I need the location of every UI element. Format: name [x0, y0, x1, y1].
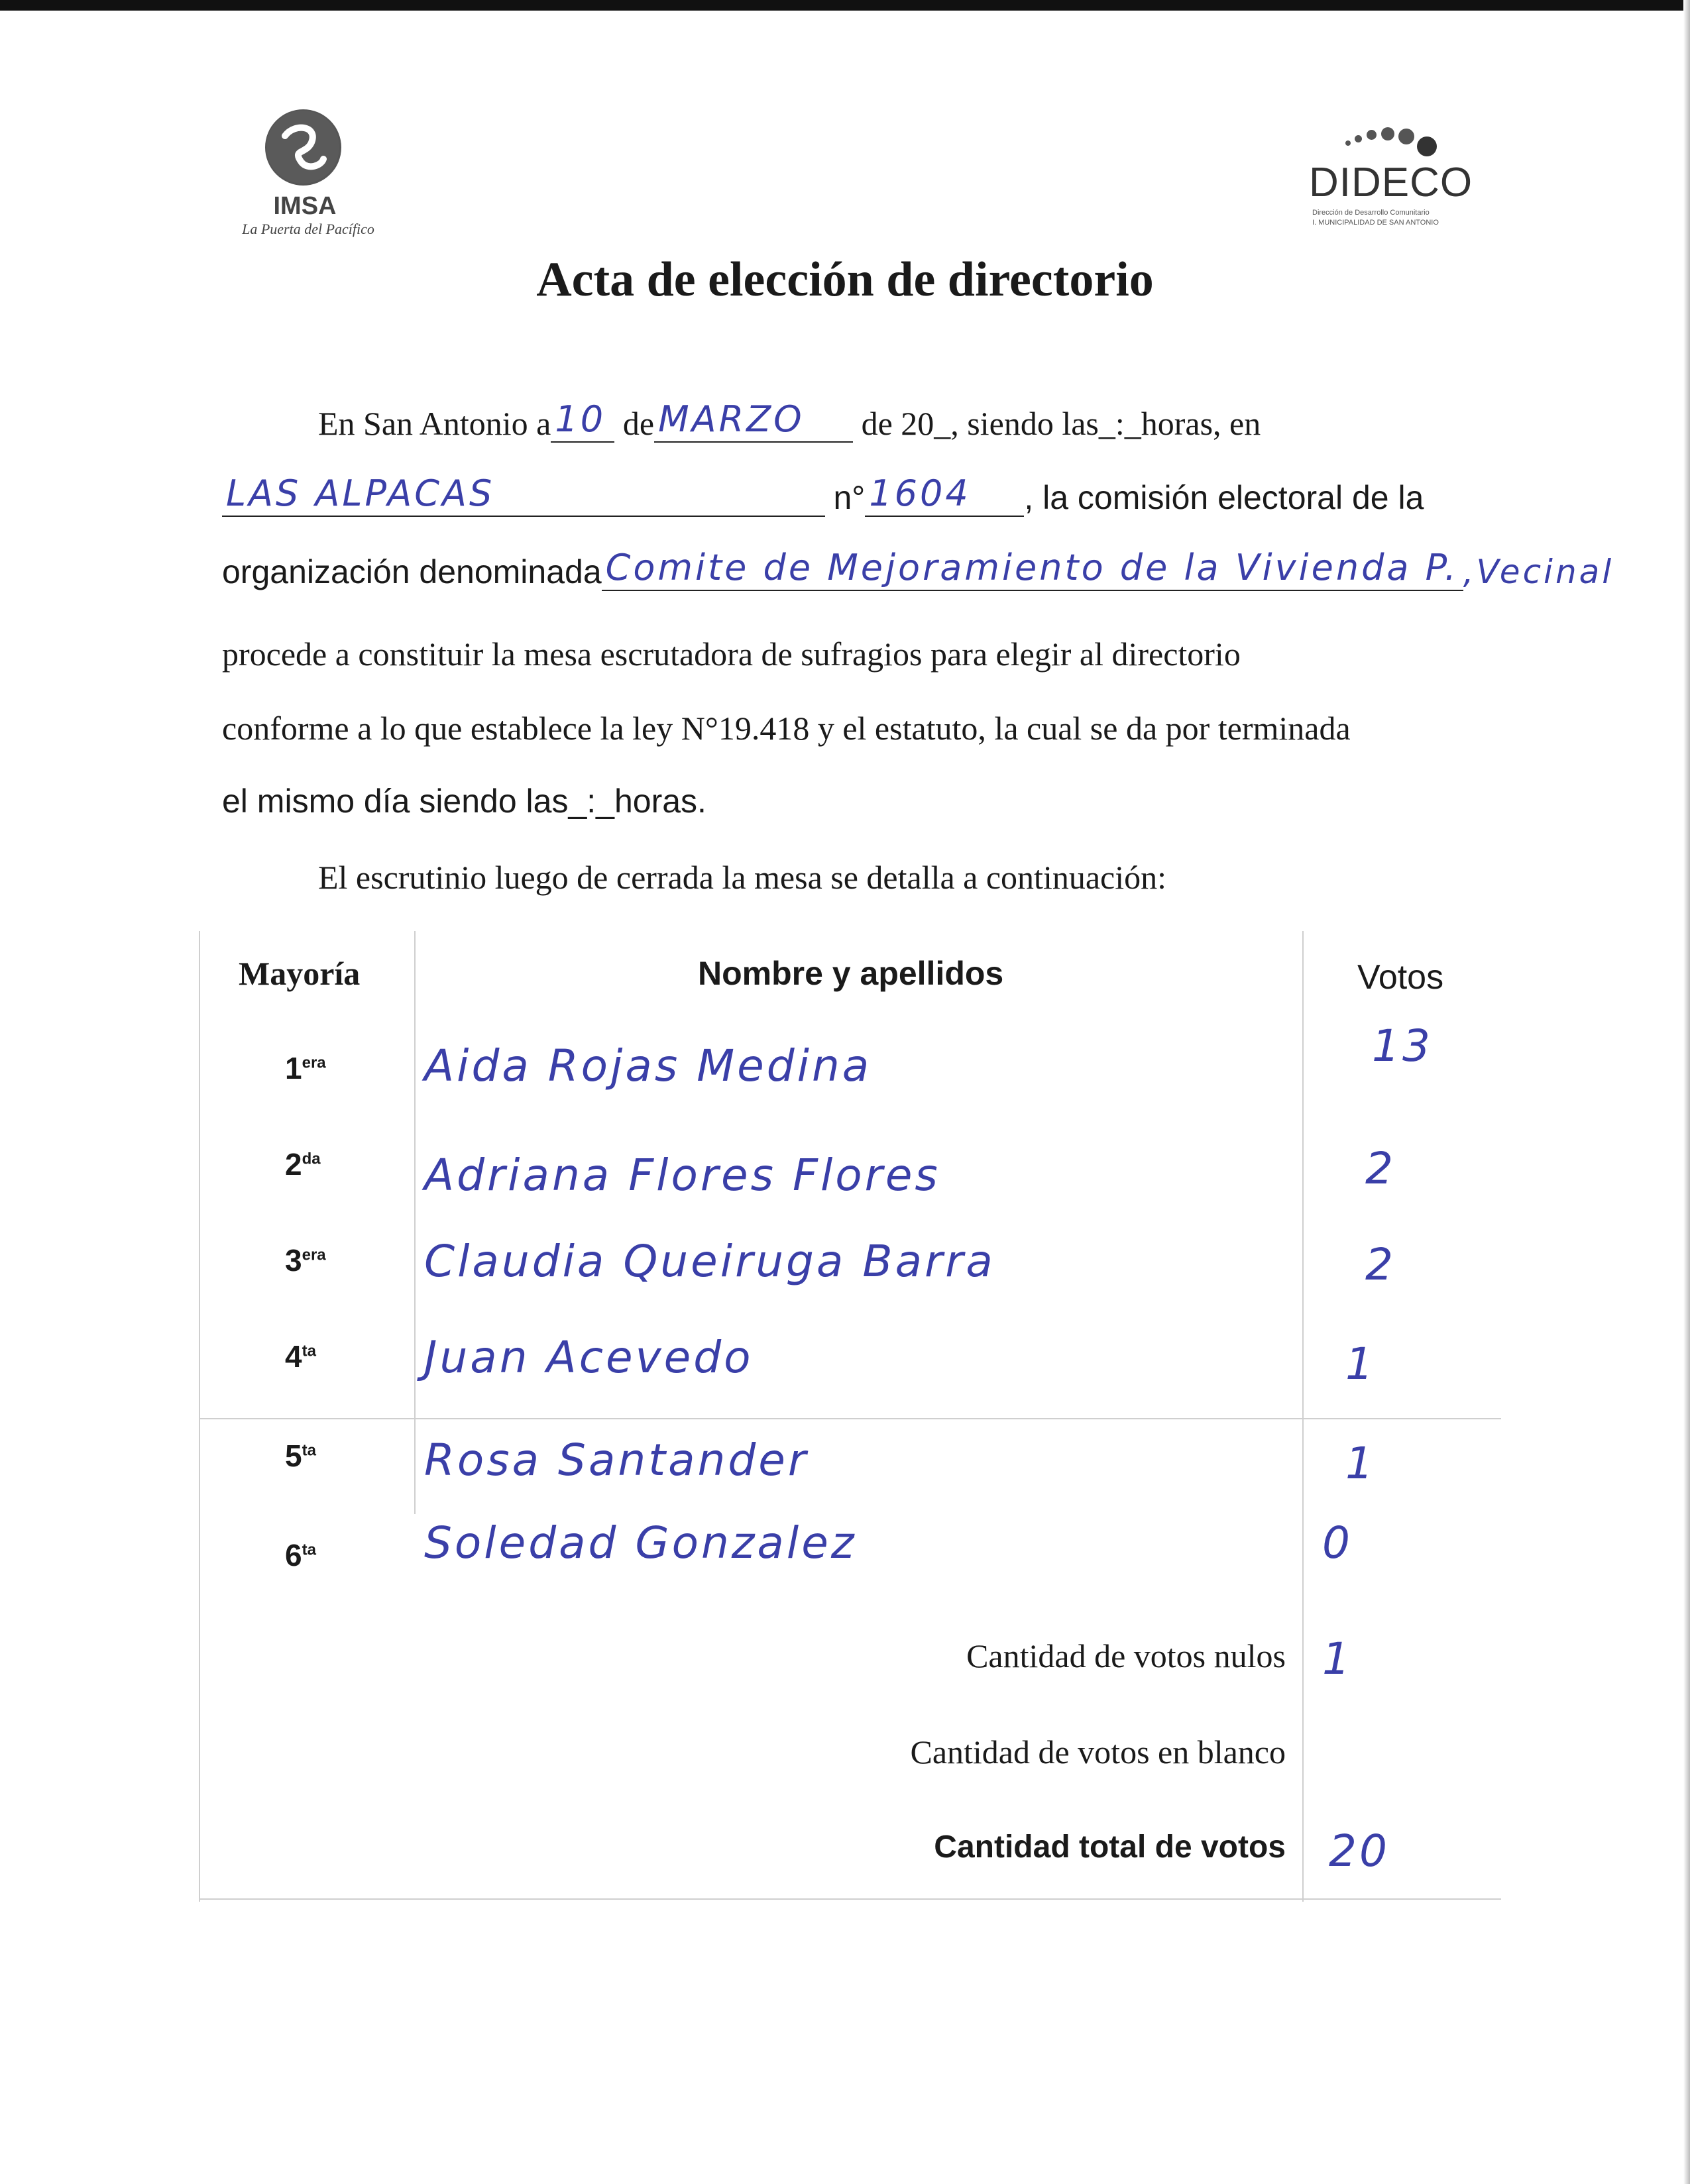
header-nombre: Nombre y apellidos [698, 955, 1004, 992]
paragraph-line-5: conforme a lo que establece la ley N°19.418 y el estatuto, la cual se da por terminada [222, 710, 1351, 747]
candidate-votes-6: 0 [1322, 1517, 1353, 1568]
org-value: Comite de Mejoramiento de la Vivienda P. [605, 547, 1459, 588]
candidate-name-3: Claudia Queiruga Barra [424, 1236, 995, 1287]
rank-4: $4^{ta}$ [285, 1339, 316, 1374]
place-value: LAS ALPACAS [226, 472, 495, 514]
candidate-name-1: Aida Rojas Medina [424, 1040, 872, 1091]
total-votes-value: 20 [1329, 1826, 1390, 1877]
rank-2: $2^{da}$ [285, 1147, 321, 1181]
blank-votes-label: Cantidad de votos en blanco [910, 1733, 1286, 1771]
table-row-divider [199, 1418, 1501, 1419]
text-en-san-antonio: En San Antonio a [318, 405, 551, 442]
rank-5: $5^{ta}$ [285, 1439, 316, 1473]
text-organizacion: organización denominada [222, 553, 602, 590]
text-comision-electoral: , la comisión electoral de la [1024, 479, 1424, 516]
day-value: 10 [555, 398, 606, 440]
rank-6: $6^{ta}$ [285, 1538, 316, 1572]
rank-3: $3^{era}$ [285, 1243, 326, 1278]
table-divider-votes [1302, 931, 1304, 1902]
scan-edge [0, 0, 1690, 11]
imsa-logo-emblem [265, 109, 341, 186]
null-votes-label: Cantidad de votos nulos [966, 1637, 1286, 1674]
dideco-subtitle-2: I. MUNICIPALIDAD DE SAN ANTONIO [1312, 219, 1439, 227]
text-year-time: de 20_, siendo las_:_horas, en [861, 405, 1261, 442]
header-mayoria: Mayoría [239, 955, 361, 992]
candidate-name-2: Adriana Flores Flores [424, 1150, 940, 1201]
candidate-votes-4: 1 [1345, 1338, 1376, 1390]
paragraph-line-2 [222, 472, 1424, 517]
total-votes-label: Cantidad total de votos [934, 1829, 1286, 1865]
table-divider-rank [414, 931, 416, 1514]
number-value: 1604 [869, 472, 971, 514]
dideco-logo-text: DIDECO [1309, 160, 1473, 205]
number-field[interactable] [865, 472, 1024, 517]
header-votos: Votos [1357, 958, 1444, 997]
scan-edge-right [1683, 0, 1690, 2184]
paragraph-line-7: El escrutinio luego de cerrada la mesa se detalla a continuación: [318, 859, 1167, 896]
candidate-name-4: Juan Acevedo [424, 1332, 754, 1383]
null-votes-value: 1 [1322, 1633, 1353, 1684]
candidate-votes-5: 1 [1345, 1438, 1376, 1489]
paragraph-line-4: procede a constituir la mesa escrutadora de sufragios para elegir al directorio [222, 635, 1241, 673]
candidate-votes-3: 2 [1365, 1239, 1396, 1290]
table-border-bottom [199, 1898, 1501, 1900]
text-de: de [622, 405, 655, 442]
place-field[interactable] [222, 472, 825, 517]
candidate-votes-1: 13 [1372, 1020, 1433, 1071]
candidate-name-6: Soledad Gonzalez [424, 1517, 857, 1568]
candidate-name-5: Rosa Santander [424, 1435, 809, 1486]
month-field[interactable] [654, 398, 853, 443]
paragraph-line-1 [318, 398, 1261, 443]
imsa-logo-text: IMSA [273, 192, 337, 220]
candidate-votes-2: 2 [1365, 1143, 1396, 1194]
month-value: MARZO [658, 398, 805, 440]
org-field[interactable] [602, 547, 1463, 591]
document-title: Acta de elección de directorio [536, 252, 1154, 307]
text-numero: n° [833, 479, 866, 516]
imsa-tagline: La Puerta del Pacífico [242, 221, 374, 237]
org-extra-value: ,Vecinal [1463, 553, 1614, 591]
paragraph-line-6: el mismo día siendo las_:_horas. [222, 783, 706, 820]
table-border-left [199, 931, 200, 1902]
day-field[interactable] [551, 398, 614, 443]
paragraph-line-3 [222, 547, 1614, 591]
rank-1: $1^{era}$ [285, 1051, 326, 1085]
dideco-subtitle: Dirección de Desarrollo Comunitario [1312, 209, 1430, 217]
